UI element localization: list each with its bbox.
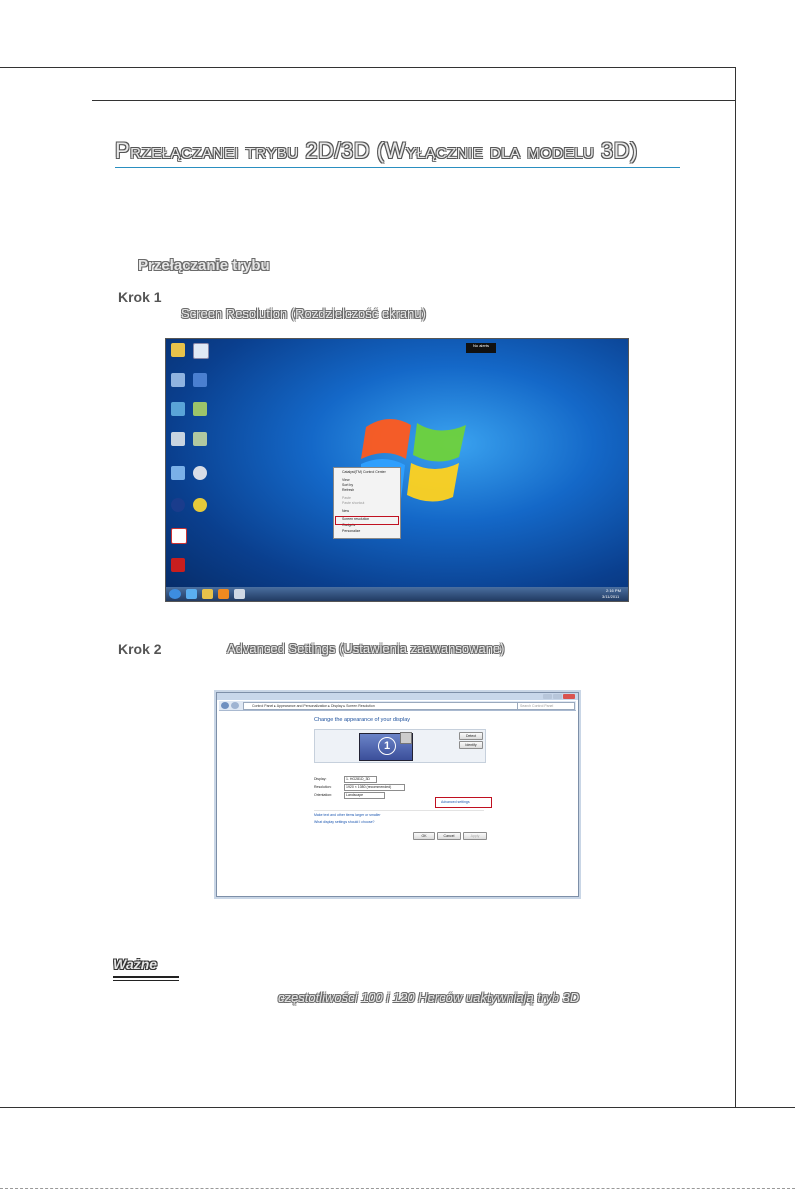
text-size-link[interactable]: Make text and other items larger or smaller	[314, 813, 381, 817]
forward-arrow-icon[interactable]	[231, 702, 239, 709]
context-menu	[333, 467, 401, 539]
divider	[314, 810, 484, 811]
bottom-rule	[0, 1107, 795, 1108]
network-icon[interactable]	[171, 402, 185, 416]
resolution-label: Resolution:	[314, 785, 332, 789]
shortcut-icon[interactable]	[193, 402, 207, 416]
subsection-heading: Przełączanie trybu	[138, 257, 270, 274]
ctx-item[interactable]: Catalyst(TM) Control Center	[342, 470, 386, 474]
alerts-gadget[interactable]	[466, 343, 496, 353]
header-rule	[92, 100, 735, 101]
ok-button[interactable]: OK	[413, 832, 435, 840]
desktop-screenshot	[165, 338, 629, 602]
close-button[interactable]	[563, 694, 575, 699]
app2-icon[interactable]	[193, 498, 207, 512]
crop-marks	[0, 1188, 795, 1189]
disc-icon[interactable]	[193, 466, 207, 480]
highlight-box	[435, 797, 492, 808]
step2-label: Krok 2	[118, 641, 162, 657]
maximize-button[interactable]	[553, 694, 562, 699]
title-underline	[115, 167, 680, 168]
ctx-item-screen-resolution[interactable]: Screen resolution	[342, 517, 370, 521]
important-underline-2	[113, 980, 179, 981]
screen-resolution-window	[216, 692, 579, 897]
ctx-item[interactable]: Paste shortcut	[342, 501, 365, 505]
step1-text: Screen Resolution (Rozdzielczość ekranu)	[181, 306, 426, 321]
help-link[interactable]: What display settings should I choose?	[314, 820, 375, 824]
explorer-icon[interactable]	[202, 589, 213, 599]
display-label: Display:	[314, 777, 327, 781]
window-titlebar	[217, 693, 578, 700]
monitor-number: 1	[378, 737, 396, 755]
ctx-item[interactable]: New	[342, 509, 350, 513]
gadget-label: No alerts	[472, 343, 489, 348]
step2-text: Advanced Settings (Ustawienia zaawansowane)	[227, 641, 505, 656]
acrobat-icon[interactable]	[171, 558, 185, 572]
dialog-heading: Change the appearance of your display	[314, 717, 411, 723]
cancel-button[interactable]: Cancel	[437, 832, 461, 840]
pdf-icon[interactable]	[171, 528, 187, 544]
back-arrow-icon[interactable]	[221, 702, 229, 709]
clock-time: 2:16 PM	[606, 588, 621, 593]
address-bar	[219, 701, 576, 711]
detect-button[interactable]: Detect	[459, 732, 483, 740]
ctx-item[interactable]: View	[342, 478, 350, 482]
orientation-label: Orientation:	[314, 793, 333, 797]
ctx-item[interactable]: Gadgets	[342, 523, 356, 527]
display-select[interactable]: 1. HG281D_3D	[344, 776, 377, 783]
taskbar	[166, 587, 628, 601]
highlight-box	[335, 516, 399, 525]
section-title: Przełączanei trybu 2D/3D (Wyłącznie dla modelu 3D)	[115, 138, 638, 163]
important-underline	[113, 976, 179, 978]
top-rule	[0, 67, 735, 68]
ctx-item[interactable]: Personalize	[342, 529, 361, 533]
search-input[interactable]: Search Control Panel	[517, 702, 575, 710]
media-player-icon[interactable]	[218, 589, 229, 599]
paint-icon[interactable]	[234, 589, 245, 599]
display-preview	[314, 729, 486, 763]
ctx-item[interactable]: Paste	[342, 496, 351, 500]
orientation-select[interactable]: Landscape	[344, 792, 385, 799]
apply-button[interactable]: Apply	[463, 832, 487, 840]
ctx-item[interactable]: Refresh	[342, 488, 355, 492]
ie-icon[interactable]	[186, 589, 197, 599]
start-button[interactable]	[169, 589, 181, 599]
right-margin-rule	[735, 67, 736, 1107]
secondary-monitor-icon	[400, 732, 412, 744]
control-panel-icon[interactable]	[171, 466, 185, 480]
minimize-button[interactable]	[543, 694, 552, 699]
folder-icon[interactable]	[171, 343, 185, 357]
important-text: częstotliwości 100 i 120 Herców uaktywniają tryb 3D	[278, 990, 580, 1005]
advanced-settings-link[interactable]: Advanced settings	[441, 800, 470, 804]
breadcrumb[interactable]: Control Panel ▸ Appearance and Personalization ▸ Display ▸ Screen Resolution	[243, 702, 523, 710]
identify-button[interactable]: Identify	[459, 741, 483, 749]
ctx-item[interactable]: Sort by	[342, 483, 354, 487]
step1-label: Krok 1	[118, 289, 162, 305]
important-label: Ważne	[113, 956, 158, 972]
computer-icon[interactable]	[171, 373, 185, 387]
monitor-icon[interactable]	[193, 343, 209, 359]
app-icon[interactable]	[171, 498, 185, 512]
clock-date: 3/11/2011	[602, 594, 620, 599]
tools-icon[interactable]	[193, 432, 207, 446]
recycle-bin-icon[interactable]	[171, 432, 185, 446]
resolution-select[interactable]: 1920 × 1080 (recommended)	[344, 784, 405, 791]
media-icon[interactable]	[193, 373, 207, 387]
